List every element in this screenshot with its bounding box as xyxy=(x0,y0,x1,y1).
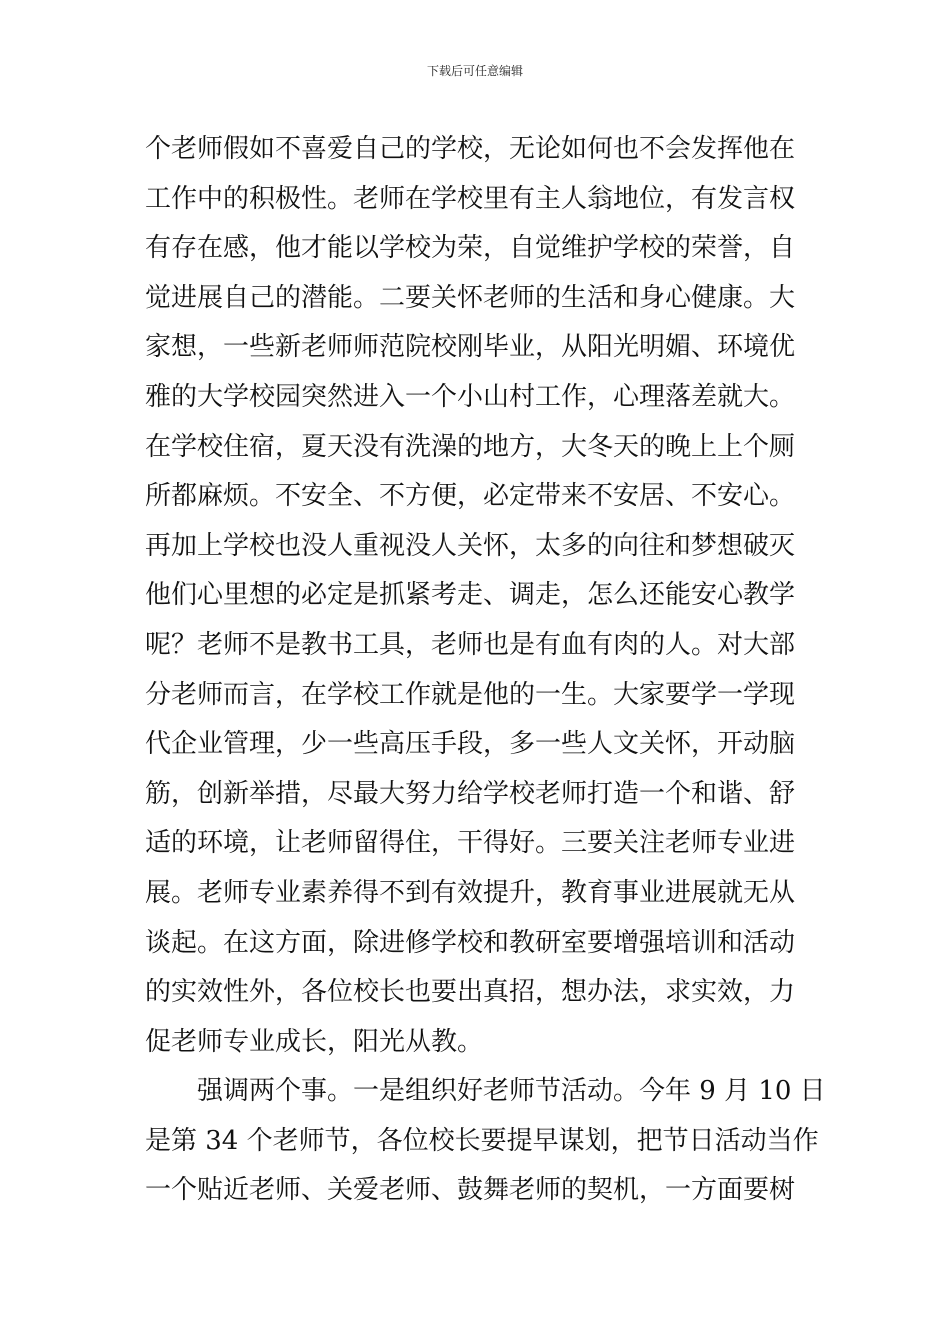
document-body xyxy=(145,125,826,1216)
text-line: 个老师假如不喜爱自己的学校，无论如何也不会发挥他在 xyxy=(145,134,796,164)
text-line: 再加上学校也没人重视没人关怀，太多的向往和梦想破灭 xyxy=(145,530,796,561)
text-line: 呢？老师不是教书工具，老师也是有血有肉的人。对大部 xyxy=(145,629,796,660)
text-line: 有存在感，他才能以学校为荣，自觉维护学校的荣誉，自 xyxy=(145,233,796,264)
text-line: 促老师专业成长，阳光从教。 xyxy=(145,1026,484,1057)
text-line: 筋，创新举措，尽最大努力给学校老师打造一个和谐、舒 xyxy=(145,778,796,809)
text-line: 谈起。在这方面，除进修学校和教研室要增强培训和活动 xyxy=(145,927,796,958)
text-line: 强调两个事。一是组织好老师节活动。今年 9 月 10 日 xyxy=(197,1076,826,1107)
page-header: 下载后可任意编辑 xyxy=(426,64,523,78)
text-line: 他们心里想的必定是抓紧考走、调走，怎么还能安心教学 xyxy=(145,580,796,611)
paragraph-1 xyxy=(145,125,810,1067)
text-line: 展。老师专业素养得不到有效提升，教育事业进展就无从 xyxy=(145,877,796,908)
text-line: 适的环境，让老师留得住，干得好。三要关注老师专业进 xyxy=(145,828,796,859)
text-line: 雅的大学校园突然进入一个小山村工作，心理落差就大。 xyxy=(145,381,796,412)
text-line: 觉进展自己的潜能。二要关怀老师的生活和身心健康。大 xyxy=(145,282,796,313)
text-line: 是第 34 个老师节，各位校长要提早谋划，把节日活动当作 xyxy=(145,1125,819,1156)
text-line: 所都麻烦。不安全、不方便，必定带来不安居、不安心。 xyxy=(145,481,796,512)
paragraph-2 xyxy=(145,1067,826,1216)
text-line: 工作中的积极性。老师在学校里有主人翁地位，有发言权 xyxy=(145,183,796,214)
text-line: 的实效性外，各位校长也要出真招，想办法，求实效，力 xyxy=(145,977,796,1008)
text-line: 分老师而言，在学校工作就是他的一生。大家要学一学现 xyxy=(145,679,796,710)
text-line: 一个贴近老师、关爱老师、鼓舞老师的契机，一方面要树 xyxy=(145,1175,796,1206)
text-line: 在学校住宿，夏天没有洗澡的地方，大冬天的晚上上个厕 xyxy=(145,431,796,462)
text-line: 家想，一些新老师师范院校刚毕业，从阳光明媚、环境优 xyxy=(145,332,796,363)
text-line: 代企业管理，少一些高压手段，多一些人文关怀，开动脑 xyxy=(145,729,796,760)
